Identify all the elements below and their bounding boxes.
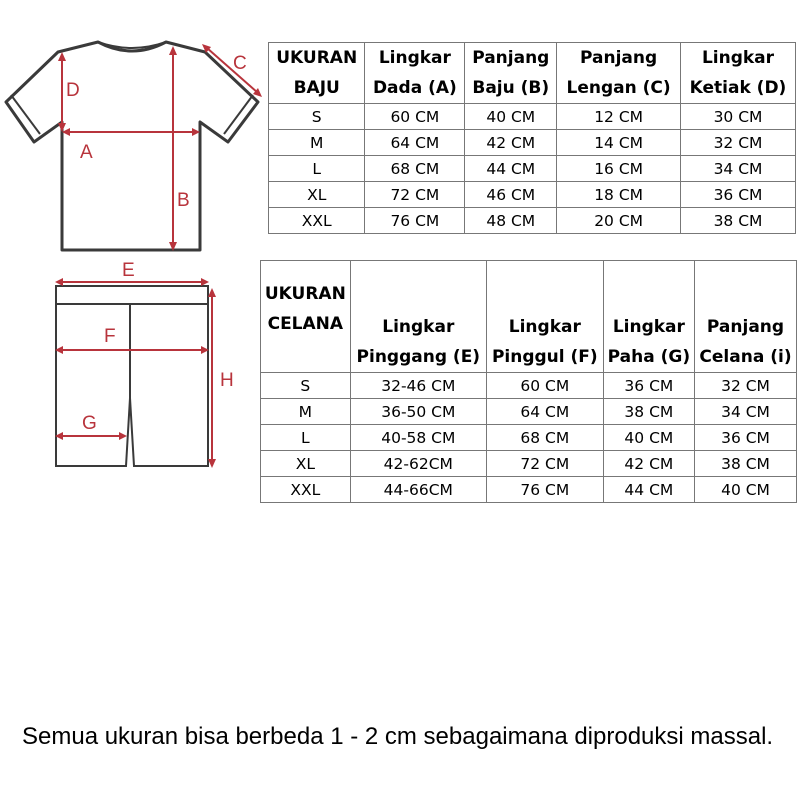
arrow-e-head-right: [201, 278, 209, 286]
arrow-d-head-top: [58, 52, 66, 61]
table-cell: 76 CM: [365, 208, 465, 234]
label-d: D: [66, 80, 80, 101]
waistband: [56, 286, 208, 304]
table-cell: 42-62CM: [350, 451, 486, 477]
shirt-header-size: UKURAN BAJU: [269, 43, 365, 104]
shirt-table-header-row: [269, 43, 796, 104]
label-f: F: [104, 326, 116, 347]
arrow-b-head-top: [169, 46, 177, 55]
table-cell: 32 CM: [695, 373, 797, 399]
table-cell: L: [261, 425, 351, 451]
shirt-header-length: Panjang Baju (B): [465, 43, 557, 104]
table-cell: 72 CM: [365, 182, 465, 208]
table-cell: 68 CM: [486, 425, 603, 451]
table-cell: 60 CM: [365, 104, 465, 130]
table-cell: 32 CM: [680, 130, 795, 156]
table-cell: 46 CM: [465, 182, 557, 208]
table-cell: 36-50 CM: [350, 399, 486, 425]
pants-header-thigh: Lingkar Paha (G): [603, 261, 694, 373]
table-cell: 68 CM: [365, 156, 465, 182]
label-h: H: [220, 370, 234, 391]
table-cell: 38 CM: [695, 451, 797, 477]
table-row: [261, 399, 797, 425]
footnote: Semua ukuran bisa berbeda 1 - 2 cm sebagaimana diproduksi massal.: [22, 723, 774, 750]
pants-header-size: UKURAN CELANA: [261, 261, 351, 373]
shirt-outline: [6, 42, 258, 250]
table-cell: 32-46 CM: [350, 373, 486, 399]
table-row: [261, 451, 797, 477]
table-cell: 44 CM: [603, 477, 694, 503]
table-cell: 42 CM: [603, 451, 694, 477]
table-cell: 64 CM: [365, 130, 465, 156]
table-cell: S: [269, 104, 365, 130]
label-c: C: [233, 53, 247, 74]
pants-header-hip: Lingkar Pinggul (F): [486, 261, 603, 373]
arrow-e-head-left: [55, 278, 63, 286]
table-cell: 40 CM: [465, 104, 557, 130]
table-cell: 34 CM: [680, 156, 795, 182]
table-cell: 60 CM: [486, 373, 603, 399]
shirt-header-armhole: Lingkar Ketiak (D): [680, 43, 795, 104]
table-cell: XL: [269, 182, 365, 208]
table-cell: 40 CM: [603, 425, 694, 451]
table-row: [261, 425, 797, 451]
table-row: [269, 104, 796, 130]
table-cell: 38 CM: [603, 399, 694, 425]
pants-diagram: [40, 258, 260, 478]
table-cell: 48 CM: [465, 208, 557, 234]
label-b: B: [177, 190, 190, 211]
table-cell: S: [261, 373, 351, 399]
shirt-diagram: [0, 30, 270, 260]
shirt-size-table: [268, 42, 796, 234]
arrow-h-head-top: [208, 288, 216, 297]
shirt-header-sleeve: Panjang Lengan (C): [557, 43, 681, 104]
table-cell: 14 CM: [557, 130, 681, 156]
table-cell: 44-66CM: [350, 477, 486, 503]
table-cell: 30 CM: [680, 104, 795, 130]
pants-size-table: [260, 260, 797, 503]
table-cell: 64 CM: [486, 399, 603, 425]
table-cell: XL: [261, 451, 351, 477]
table-cell: 40 CM: [695, 477, 797, 503]
table-cell: 40-58 CM: [350, 425, 486, 451]
table-row: [261, 477, 797, 503]
pants-outline: [56, 304, 208, 466]
table-row: [269, 130, 796, 156]
pants-table-header-row: [261, 261, 797, 373]
table-cell: 36 CM: [680, 182, 795, 208]
arrow-h-head-bottom: [208, 459, 216, 468]
arrow-g-head-right: [119, 432, 127, 440]
table-row: [261, 373, 797, 399]
table-cell: 34 CM: [695, 399, 797, 425]
label-g: G: [82, 413, 97, 434]
table-row: [269, 156, 796, 182]
table-cell: 42 CM: [465, 130, 557, 156]
table-row: [269, 208, 796, 234]
table-cell: XXL: [261, 477, 351, 503]
label-e: E: [122, 260, 135, 281]
table-cell: 18 CM: [557, 182, 681, 208]
table-cell: L: [269, 156, 365, 182]
table-cell: 36 CM: [603, 373, 694, 399]
pants-header-waist: Lingkar Pinggang (E): [350, 261, 486, 373]
table-cell: 20 CM: [557, 208, 681, 234]
table-cell: 76 CM: [486, 477, 603, 503]
table-cell: M: [269, 130, 365, 156]
table-cell: 12 CM: [557, 104, 681, 130]
table-cell: XXL: [269, 208, 365, 234]
table-cell: 36 CM: [695, 425, 797, 451]
table-row: [269, 182, 796, 208]
label-a: A: [80, 142, 93, 163]
pants-header-length: Panjang Celana (i): [695, 261, 797, 373]
shirt-header-chest: Lingkar Dada (A): [365, 43, 465, 104]
table-cell: 16 CM: [557, 156, 681, 182]
table-cell: 38 CM: [680, 208, 795, 234]
table-cell: 72 CM: [486, 451, 603, 477]
table-cell: M: [261, 399, 351, 425]
table-cell: 44 CM: [465, 156, 557, 182]
